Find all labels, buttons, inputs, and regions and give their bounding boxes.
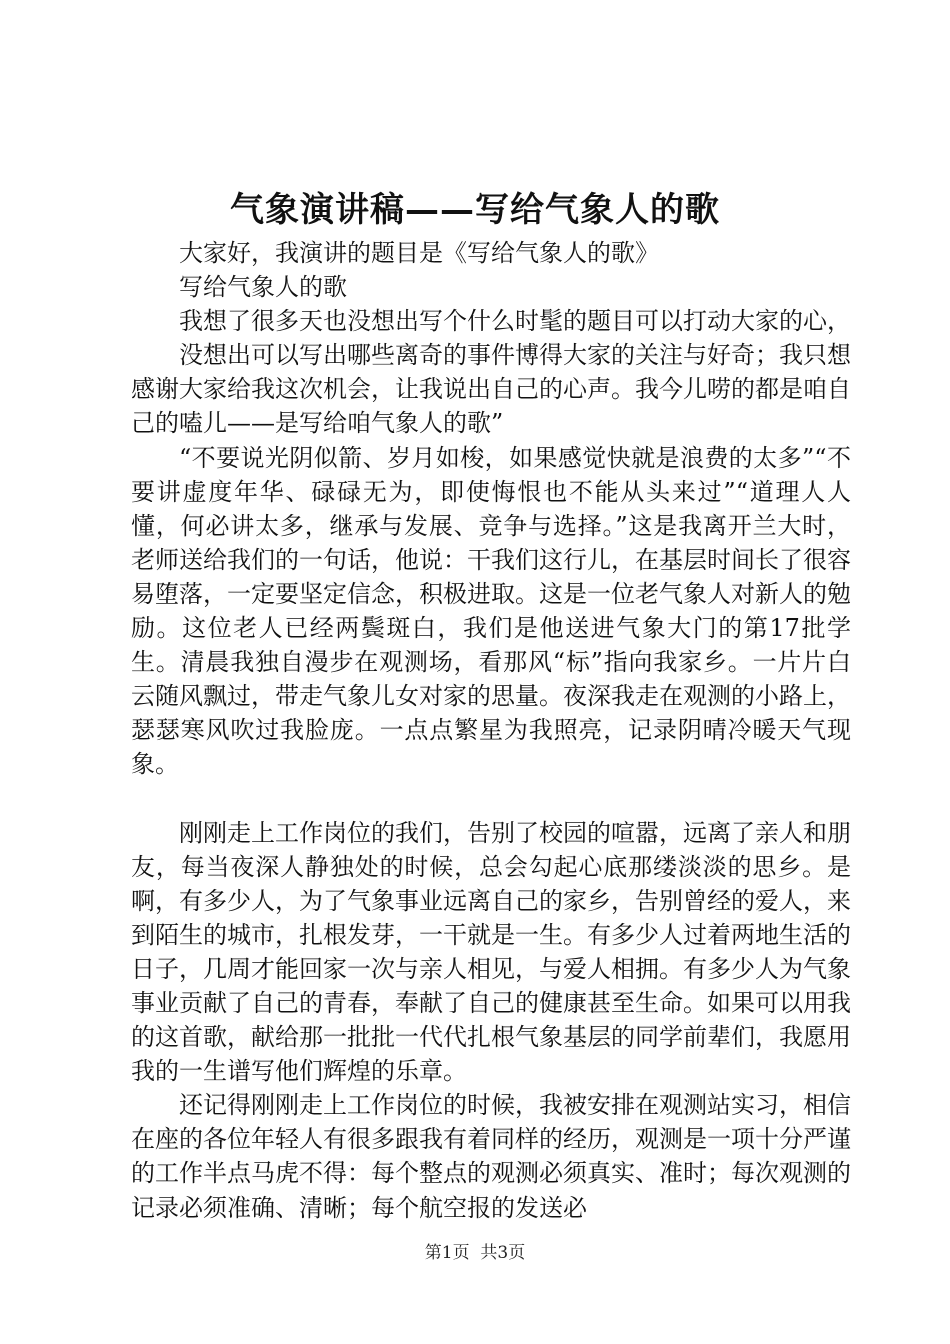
- paragraph: 大家好，我演讲的题目是《写给气象人的歌》: [179, 239, 659, 267]
- paragraph: “不要说光阴似箭、岁月如梭，如果感觉快就是浪费的太多”“不要讲虚度年华、碌碌无为，即使悔恨也不能从头来过”“道理人人懂，何必讲太多，继承与发展、竞争与选择。”这是我离开兰大时，老师送给我们的一句话，他说：干我们这行儿，在基层时间长了很容易堕落，一定要坚定信念，积极进取。这是一位老气象人对新人的勉励。这位老人已经两鬓斑白，我们是他送进气象大门的第17批学生。清晨我独自漫步在观测场，看那风“标”指向我家乡。一片片白云随风飘过，带走气象儿女对家的思量。夜深我走在观测的小路上，瑟瑟寒风吹过我脸庞。一点点繁星为我照亮，记录阴晴冷暖天气现象。: [131, 443, 851, 779]
- page-footer: [0, 1241, 950, 1265]
- paragraph: 还记得刚刚走上工作岗位的时候，我被安排在观测站实习，相信在座的各位年轻人有很多跟我有着同样的经历，观测是一项十分严谨的工作半点马虎不得：每个整点的观测必须真实、准时；每次观测的记录必须准确、清晰；每个航空报的发送必: [131, 1091, 851, 1222]
- document-title: 气象演讲稿——写给气象人的歌: [230, 190, 720, 230]
- page-total: 共3页: [480, 1243, 526, 1263]
- page-number: 第1页: [424, 1243, 470, 1263]
- paragraph: 写给气象人的歌: [179, 273, 347, 302]
- document-body: [131, 236, 851, 1225]
- paragraph: 刚刚走上工作岗位的我们，告别了校园的喧嚣，远离了亲人和朋友，每当夜深人静独处的时候，总会勾起心底那缕淡淡的思乡。是啊，有多少人，为了气象事业远离自己的家乡，告别曾经的爱人，来到陌生的城市，扎根发芽，一干就是一生。有多少人过着两地生活的日子，几周才能回家一次与亲人相见，与爱人相拥。有多少人为气象事业贡献了自己的青春，奉献了自己的健康甚至生命。如果可以用我的这首歌，献给那一批批一代代扎根气象基层的同学前辈们，我愿用我的一生谱写他们辉煌的乐章。: [131, 818, 851, 1086]
- paragraph: 没想出可以写出哪些离奇的事件博得大家的关注与好奇；我只想感谢大家给我这次机会，让我说出自己的心声。我今儿唠的都是咱自己的嗑儿——是写给咱气象人的歌”: [131, 341, 851, 438]
- paragraph: 我想了很多天也没想出写个什么时髦的题目可以打动大家的心，: [179, 307, 851, 336]
